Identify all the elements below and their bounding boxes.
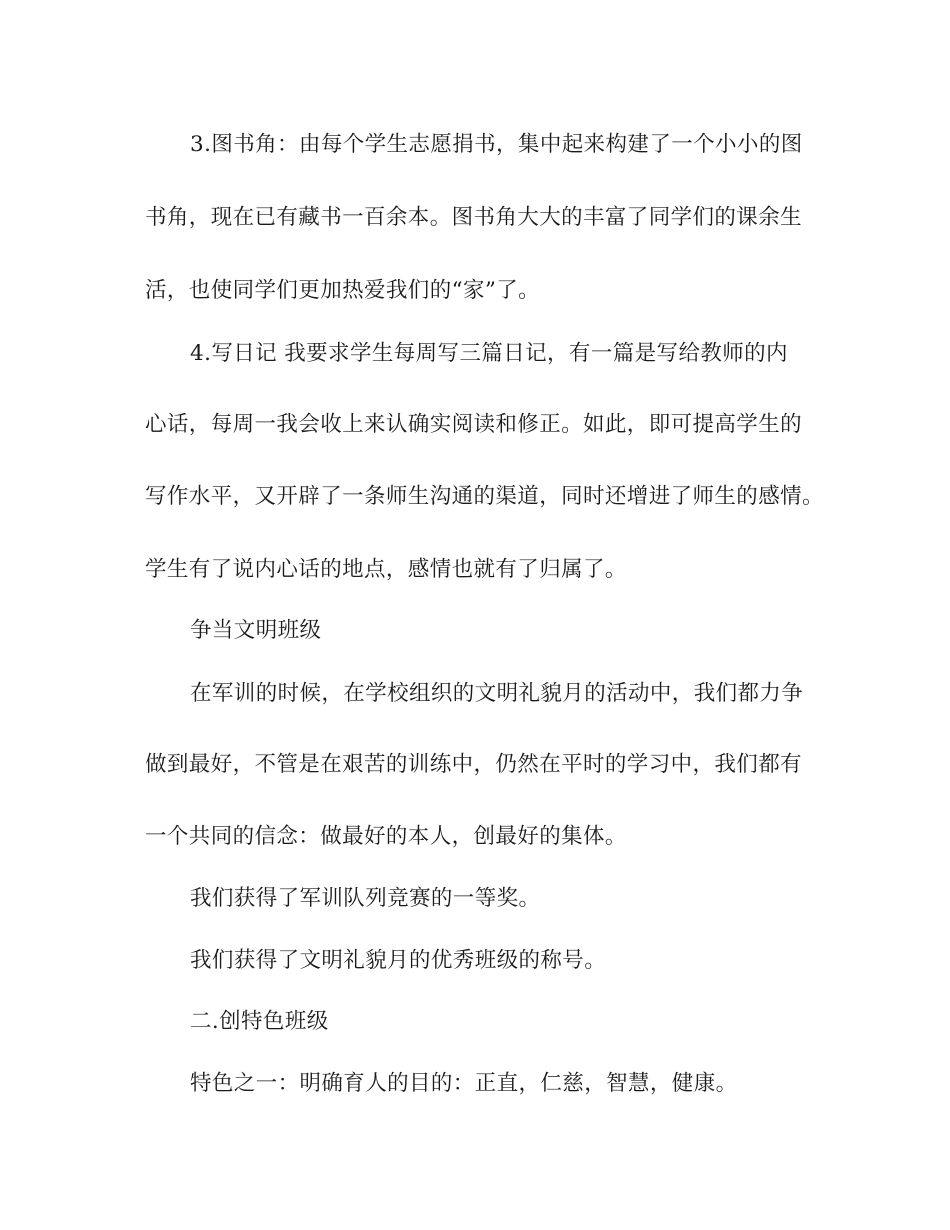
- paragraph-line: 写作水平，又开辟了一条师生沟通的渠道，同时还增进了师生的感情。: [145, 484, 824, 509]
- paragraph-line: 在军训的时候，在学校组织的文明礼貌月的活动中，我们都力争: [190, 681, 804, 706]
- paragraph-line: 一个共同的信念：做最好的本人，创最好的集体。: [145, 824, 627, 849]
- section-heading: 二.创特色班级: [190, 1009, 329, 1034]
- paragraph-line: 心话，每周一我会收上来认确实阅读和修正。如此，即可提高学生的: [145, 412, 803, 437]
- paragraph-line: 我们获得了文明礼貌月的优秀班级的称号。: [190, 948, 607, 973]
- paragraph-line: 3.图书角：由每个学生志愿捐书，集中起来构建了一个小小的图: [190, 132, 803, 157]
- section-heading: 争当文明班级: [190, 618, 322, 643]
- paragraph-line: 特色之一：明确育人的目的：正直，仁慈，智慧，健康。: [190, 1071, 738, 1096]
- paragraph-line: 书角，现在已有藏书一百余本。图书角大大的丰富了同学们的课余生: [145, 205, 803, 230]
- paragraph-line: 4.写日记 我要求学生每周写三篇日记，有一篇是写给教师的内: [190, 341, 788, 366]
- paragraph-line: 活，也使同学们更加热爱我们的“家”了。: [145, 278, 541, 303]
- paragraph-line: 我们获得了军训队列竞赛的一等奖。: [190, 886, 541, 911]
- paragraph-line: 做到最好，不管是在艰苦的训练中，仍然在平时的学习中，我们都有: [145, 752, 803, 777]
- paragraph-line: 学生有了说内心话的地点，感情也就有了归属了。: [145, 557, 627, 582]
